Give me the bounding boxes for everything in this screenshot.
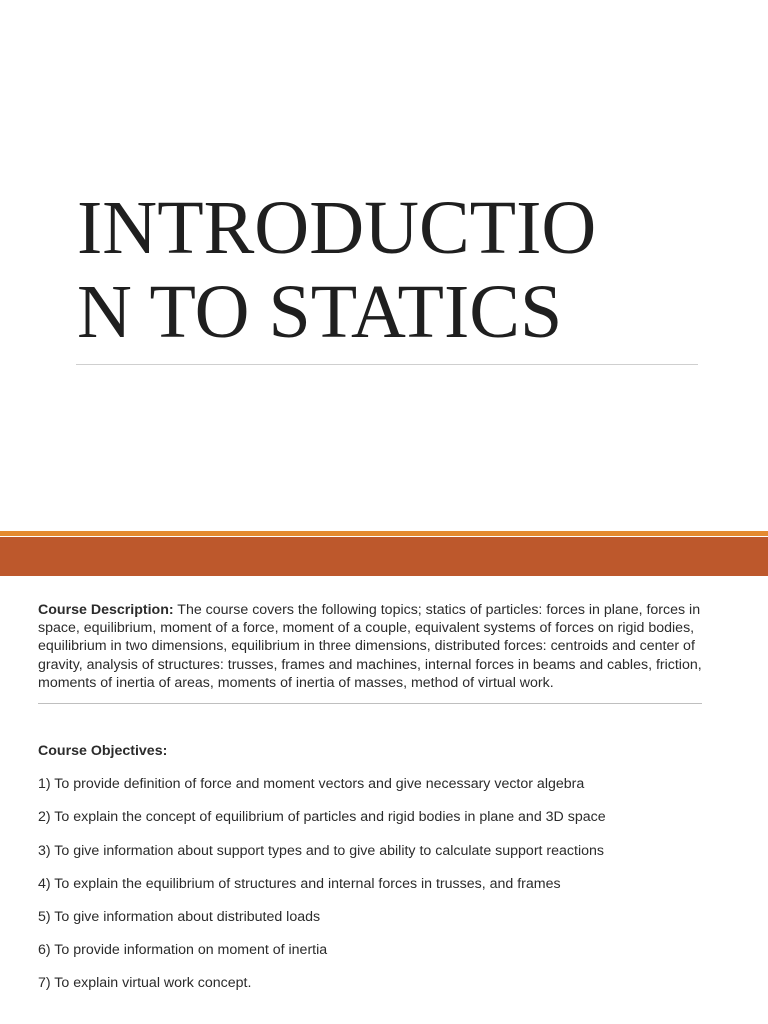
accent-band-thin xyxy=(0,531,768,536)
slide-title-line-1: INTRODUCTIO xyxy=(77,186,597,270)
objective-item: 1) To provide definition of force and moment vectors and give necessary vector algebra xyxy=(38,776,585,793)
objective-item: 5) To give information about distributed loads xyxy=(38,908,321,925)
course-description-text: The course covers the following topics; statics of particles: forces in plane, forces in space, equilibrium, moment of a force, moment of a couple, equivalent systems of forces on rigid bodies, equilibrium in two dimensions, equilibrium in three dimensions, distributed forces: centroids and center of gravity, analysis of structures: trusses, frames and machines, internal forces in beams and cables, friction, moments of inertia of areas, moments of inertia of masses, method of virtual work. xyxy=(38,602,702,691)
accent-band-thick xyxy=(0,537,768,576)
objective-item: 6) To provide information on moment of inertia xyxy=(38,942,328,959)
objective-item: 4) To explain the equilibrium of structures and internal forces in trusses, and frames xyxy=(38,875,561,892)
course-description-label: Course Description: xyxy=(38,602,174,618)
objectives-heading: Course Objectives: xyxy=(38,743,168,760)
slide-title xyxy=(77,186,717,354)
objective-item: 3) To give information about support types and to give ability to calculate support reactions xyxy=(38,842,604,859)
title-divider xyxy=(76,364,698,365)
content-divider xyxy=(38,703,702,704)
slide-title-line-2: N TO STATICS xyxy=(77,270,563,354)
course-description xyxy=(38,601,738,692)
objective-item: 7) To explain virtual work concept. xyxy=(38,975,252,992)
objective-item: 2) To explain the concept of equilibrium of particles and rigid bodies in plane and 3D space xyxy=(38,809,606,826)
objectives-list xyxy=(38,775,738,992)
course-content xyxy=(38,601,738,992)
